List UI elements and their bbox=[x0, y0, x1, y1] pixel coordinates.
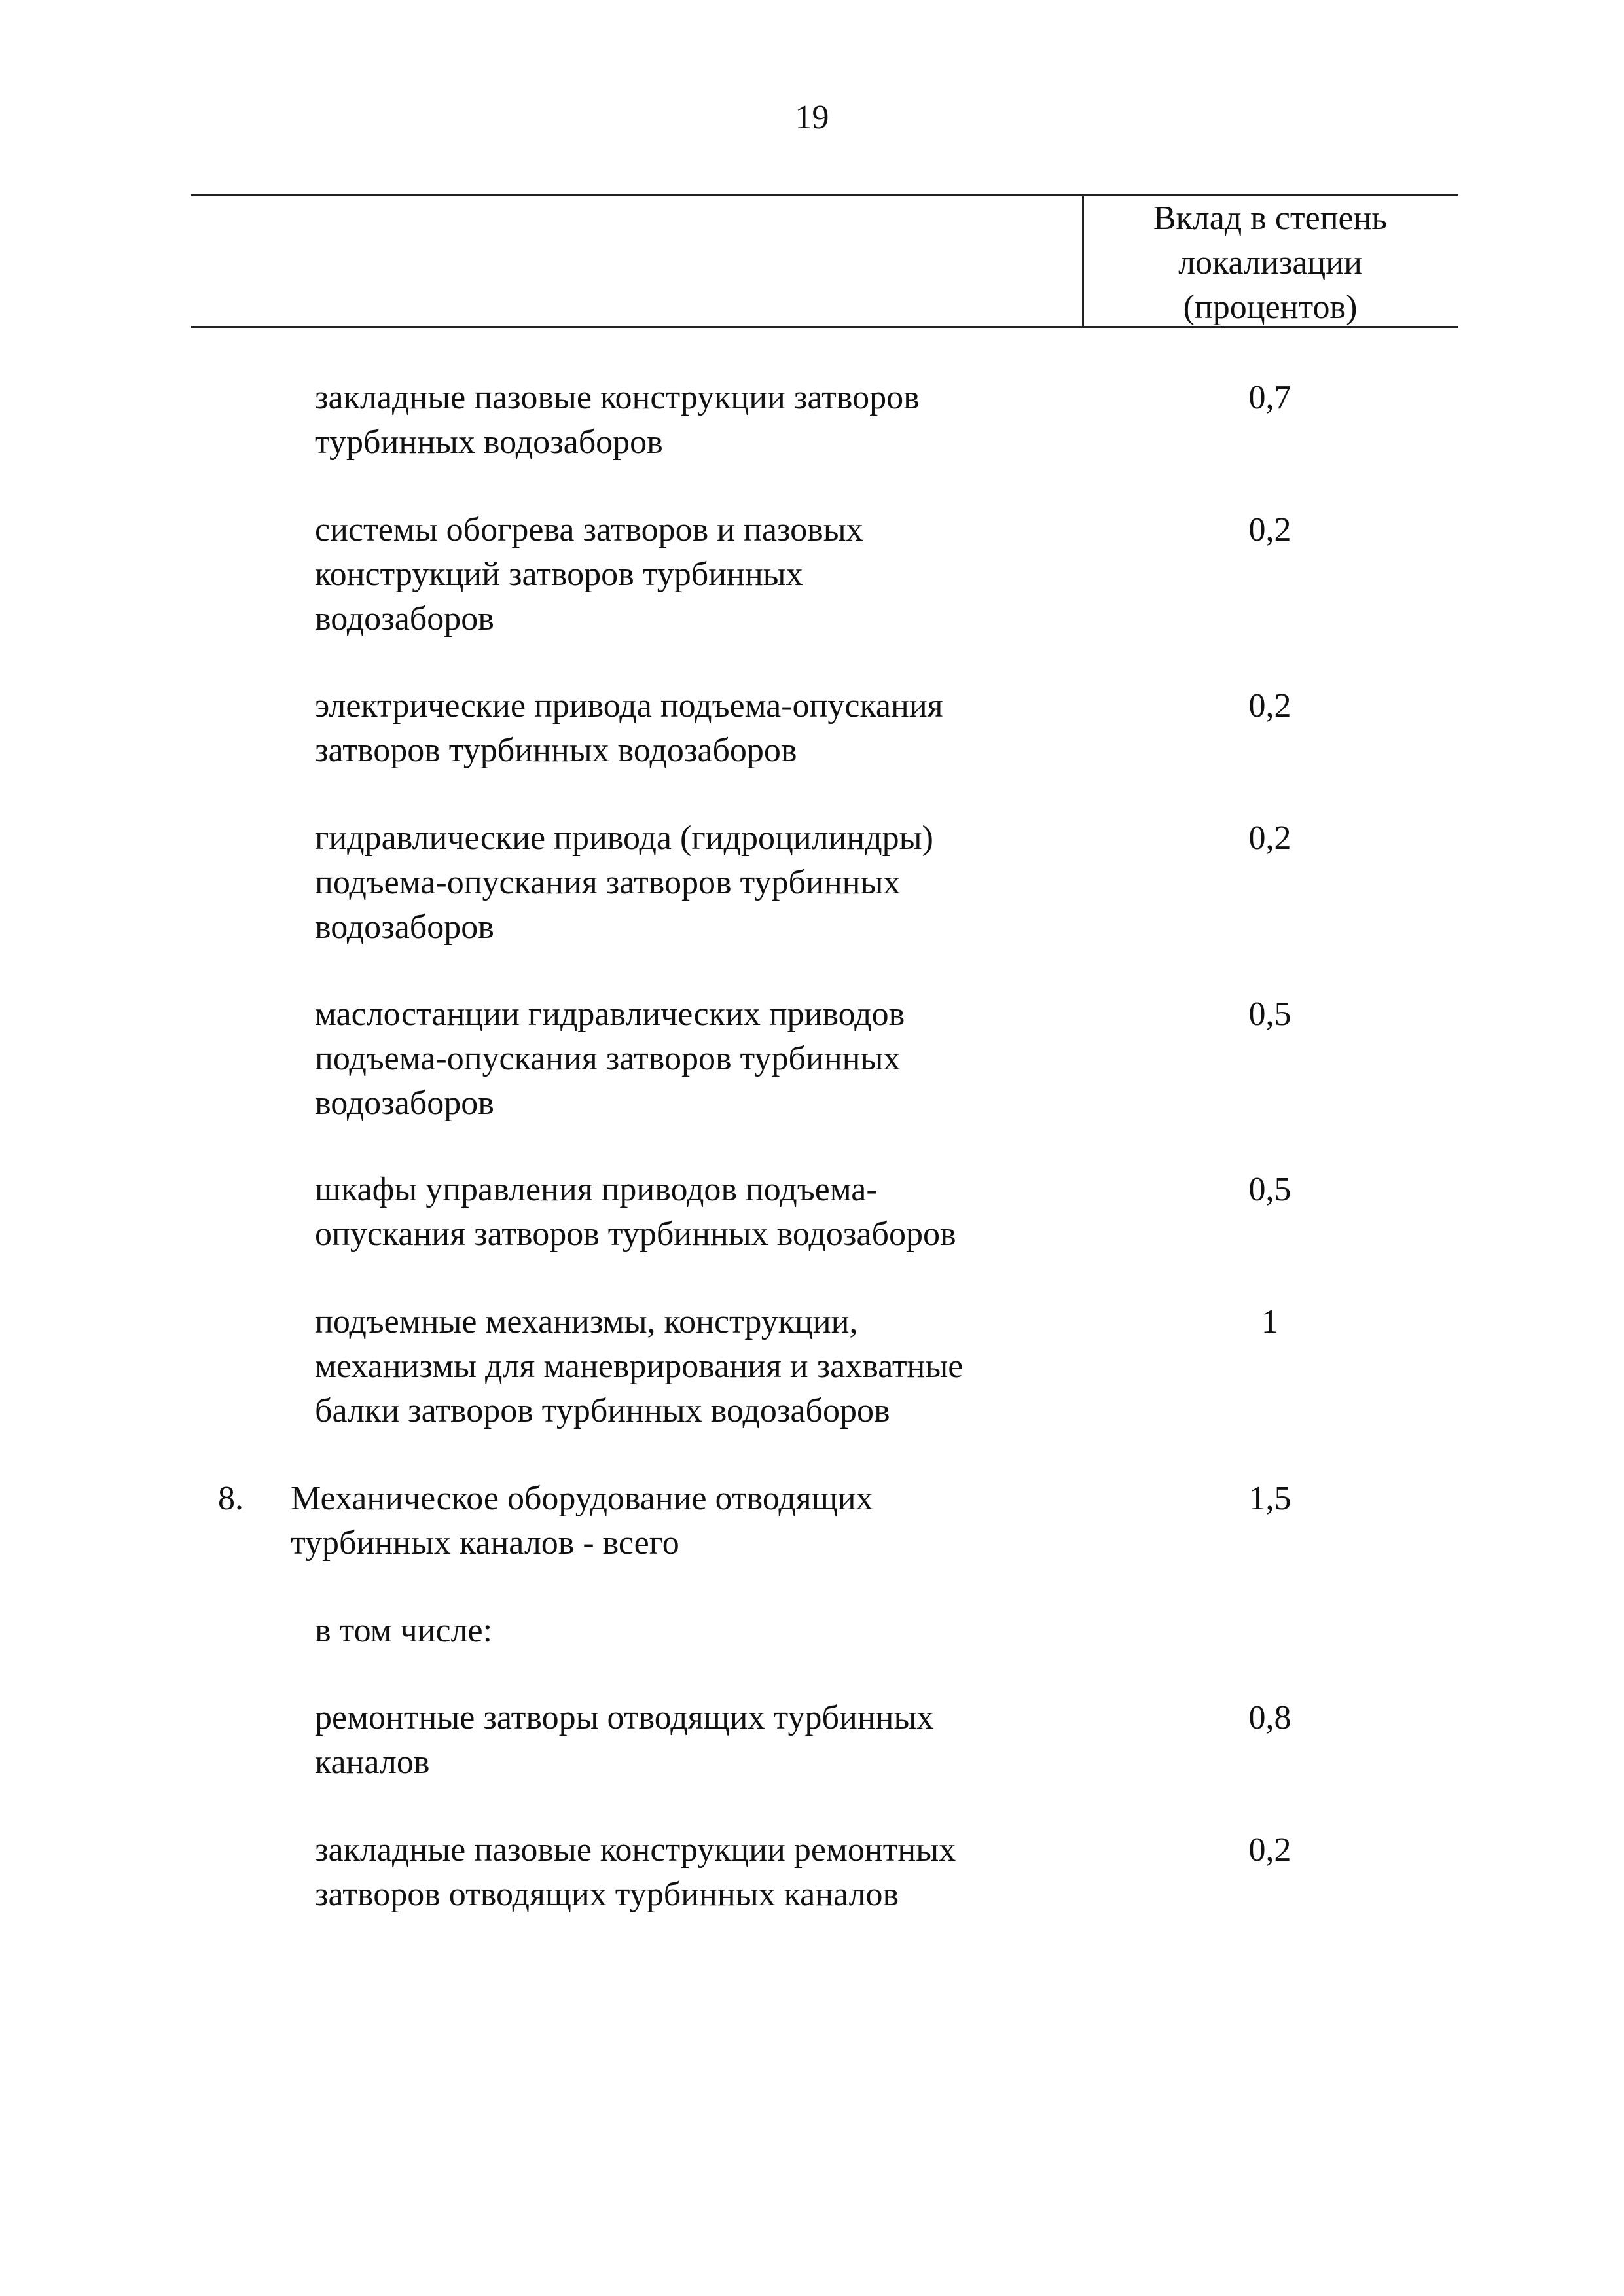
row-description-line: закладные пазовые конструкции затворов bbox=[315, 379, 920, 416]
value-column-header-line: (процентов) bbox=[1183, 289, 1358, 326]
row-description-line: шкафы управления приводов подъема- bbox=[315, 1171, 878, 1208]
row-value: 0,2 bbox=[1248, 819, 1291, 857]
row-description-line: каналов bbox=[315, 1744, 430, 1781]
row-description-line: закладные пазовые конструкции ремонтных bbox=[315, 1831, 956, 1869]
row-description bbox=[315, 1696, 1068, 1785]
row-value: 0,7 bbox=[1248, 379, 1291, 416]
row-description bbox=[315, 1609, 1068, 1653]
row-description-line: системы обогрева затворов и пазовых bbox=[315, 511, 863, 548]
row-description bbox=[315, 992, 1068, 1126]
value-column-header-line: локализации bbox=[1178, 244, 1362, 281]
row-description bbox=[315, 1828, 1068, 1917]
row-description-line: подъемные механизмы, конструкции, bbox=[315, 1303, 858, 1340]
value-column-header-line: Вклад в степень bbox=[1153, 200, 1388, 237]
row-description-line: конструкций затворов турбинных bbox=[315, 556, 803, 593]
row-description-line: турбинных водозаборов bbox=[315, 423, 663, 461]
row-description bbox=[315, 508, 1068, 641]
row-description bbox=[315, 816, 1068, 950]
row-description bbox=[291, 1477, 1043, 1566]
row-value: 1,5 bbox=[1248, 1480, 1291, 1517]
value-column-header bbox=[1082, 196, 1458, 330]
row-description-line: гидравлические привода (гидроцилиндры) bbox=[315, 819, 933, 857]
row-description-line: водозаборов bbox=[315, 908, 494, 946]
row-description bbox=[315, 1300, 1068, 1433]
row-value: 1 bbox=[1261, 1303, 1278, 1340]
row-description bbox=[315, 376, 1068, 465]
page-number: 19 bbox=[795, 99, 829, 136]
row-value: 0,2 bbox=[1248, 511, 1291, 548]
row-value: 0,2 bbox=[1248, 1831, 1291, 1869]
row-description-line: водозаборов bbox=[315, 1085, 494, 1122]
row-description-line: электрические привода подъема-опускания bbox=[315, 687, 943, 725]
row-description-line: подъема-опускания затворов турбинных bbox=[315, 864, 901, 901]
row-description-line: в том числе: bbox=[315, 1612, 493, 1649]
row-description-line: опускания затворов турбинных водозаборов bbox=[315, 1215, 956, 1253]
row-value: 0,2 bbox=[1248, 687, 1291, 725]
row-description-line: подъема-опускания затворов турбинных bbox=[315, 1040, 901, 1077]
row-description-line: Механическое оборудование отводящих bbox=[291, 1480, 873, 1517]
row-value: 0,5 bbox=[1248, 1171, 1291, 1208]
row-description-line: ремонтные затворы отводящих турбинных bbox=[315, 1699, 934, 1736]
row-description-line: затворов отводящих турбинных каналов bbox=[315, 1876, 899, 1913]
row-description-line: водозаборов bbox=[315, 600, 494, 637]
row-description bbox=[315, 684, 1068, 773]
row-value: 0,8 bbox=[1248, 1699, 1291, 1736]
row-description-line: балки затворов турбинных водозаборов bbox=[315, 1392, 890, 1429]
row-description-line: механизмы для маневрирования и захватные bbox=[315, 1348, 964, 1385]
row-number: 8. bbox=[218, 1480, 244, 1517]
row-value: 0,5 bbox=[1248, 996, 1291, 1033]
row-description-line: турбинных каналов - всего bbox=[291, 1524, 679, 1562]
row-description-line: затворов турбинных водозаборов bbox=[315, 732, 797, 769]
row-description-line: маслостанции гидравлических приводов bbox=[315, 996, 905, 1033]
row-description bbox=[315, 1168, 1068, 1257]
